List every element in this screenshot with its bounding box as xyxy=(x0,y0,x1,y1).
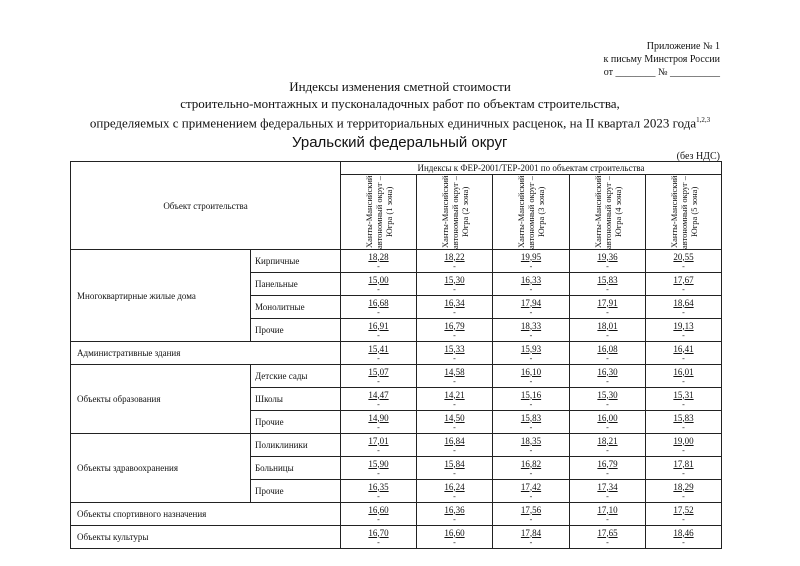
index-cell xyxy=(570,457,646,480)
table-row xyxy=(71,526,722,549)
index-value: 16,79 xyxy=(597,458,618,469)
index-value: 16,68 xyxy=(368,297,389,308)
dash-value: - xyxy=(606,422,609,432)
index-value: 16,35 xyxy=(368,481,389,492)
title-line: Индексы изменения сметной стоимости xyxy=(289,79,511,94)
dash-value: - xyxy=(453,307,456,317)
zone-header-label: Ханты-Мансийский автономный округ – Югра (1 зона) xyxy=(363,175,394,249)
table-row xyxy=(71,250,722,273)
dash-value: - xyxy=(606,284,609,294)
index-cell xyxy=(493,503,570,526)
dash-value: - xyxy=(606,491,609,501)
dash-value: - xyxy=(682,422,685,432)
group-label: Объекты спортивного назначения xyxy=(71,503,341,526)
index-cell xyxy=(417,503,493,526)
index-value: 15,83 xyxy=(520,412,542,423)
index-cell xyxy=(417,250,493,273)
document-title xyxy=(60,78,740,131)
index-cell xyxy=(493,296,570,319)
group-label: Административные здания xyxy=(71,342,341,365)
object-header: Объект строительства xyxy=(71,162,341,250)
index-cell xyxy=(570,273,646,296)
dash-value: - xyxy=(377,376,380,386)
dash-value: - xyxy=(529,399,533,409)
index-value: 15,07 xyxy=(368,366,389,377)
index-cell xyxy=(341,503,417,526)
index-value: 15,30 xyxy=(597,389,618,400)
dash-value: - xyxy=(453,330,456,340)
dash-value: - xyxy=(682,491,685,501)
index-value: 16,01 xyxy=(673,366,694,377)
dash-value: - xyxy=(453,422,456,432)
index-value: 18,21 xyxy=(597,435,618,446)
index-cell xyxy=(341,365,417,388)
index-cell xyxy=(417,457,493,480)
subcategory-label: Прочие xyxy=(251,411,341,434)
dash-value: - xyxy=(377,537,380,547)
index-cell xyxy=(570,319,646,342)
index-value: 17,84 xyxy=(520,527,542,538)
table-row xyxy=(71,503,722,526)
index-cell xyxy=(646,296,722,319)
index-cell xyxy=(570,480,646,503)
dash-value: - xyxy=(529,514,533,524)
group-label: Объекты образования xyxy=(71,365,251,434)
index-value: 14,47 xyxy=(368,389,389,400)
dash-value: - xyxy=(682,468,685,478)
index-value: 17,91 xyxy=(597,297,618,308)
index-cell xyxy=(341,434,417,457)
index-cell xyxy=(341,273,417,296)
dash-value: - xyxy=(377,330,380,340)
index-cell xyxy=(417,342,493,365)
zone-header xyxy=(341,175,417,250)
title-line: строительно-монтажных и пусконаладочных работ по объектам строительства, xyxy=(180,96,620,111)
index-value: 15,84 xyxy=(444,458,465,469)
zone-header xyxy=(570,175,646,250)
index-cell xyxy=(493,526,570,549)
index-value: 17,42 xyxy=(520,481,542,492)
index-value: 18,22 xyxy=(444,251,465,262)
dash-value: - xyxy=(606,307,609,317)
index-value: 15,31 xyxy=(673,389,694,400)
index-value: 16,36 xyxy=(444,504,465,515)
dash-value: - xyxy=(529,422,533,432)
dash-value: - xyxy=(529,307,533,317)
index-value: 17,52 xyxy=(673,504,694,515)
index-cell xyxy=(646,526,722,549)
dash-value: - xyxy=(529,491,533,501)
index-value: 15,90 xyxy=(368,458,389,469)
dash-value: - xyxy=(606,468,609,478)
index-value: 16,91 xyxy=(368,320,389,331)
title-line-text: определяемых с применением федеральных и территориальных единичных расценок, на II квартал 2023 года xyxy=(89,115,697,131)
index-value: 16,08 xyxy=(597,343,618,354)
dash-value: - xyxy=(377,284,380,294)
dash-value: - xyxy=(529,537,533,547)
dash-value: - xyxy=(453,445,456,455)
index-value: 14,58 xyxy=(444,366,465,377)
subcategory-label: Монолитные xyxy=(251,296,341,319)
dash-value: - xyxy=(453,284,456,294)
region-heading: Уральский федеральный округ xyxy=(292,134,508,151)
dash-value: - xyxy=(453,261,456,271)
index-cell xyxy=(341,526,417,549)
index-value: 16,79 xyxy=(444,320,465,331)
subcategory-label: Прочие xyxy=(251,480,341,503)
index-cell xyxy=(417,296,493,319)
dash-value: - xyxy=(453,353,456,363)
zone-header-label: Ханты-Мансийский автономный округ – Югра (2 зона) xyxy=(439,175,470,249)
dash-value: - xyxy=(377,514,380,524)
index-value: 16,60 xyxy=(444,527,465,538)
dash-value: - xyxy=(682,399,685,409)
index-value: 16,00 xyxy=(597,412,618,423)
index-cell xyxy=(417,434,493,457)
index-value: 17,10 xyxy=(597,504,618,515)
index-cell xyxy=(570,434,646,457)
dash-value: - xyxy=(453,468,456,478)
group-label: Объекты здравоохранения xyxy=(71,434,251,503)
index-value: 19,00 xyxy=(673,435,694,446)
index-cell xyxy=(417,273,493,296)
index-value: 15,00 xyxy=(368,274,389,285)
dash-value: - xyxy=(606,445,609,455)
dash-value: - xyxy=(529,468,533,478)
dash-value: - xyxy=(682,537,685,547)
index-value: 17,56 xyxy=(520,504,542,515)
index-cell xyxy=(417,411,493,434)
dash-value: - xyxy=(529,445,533,455)
index-cell xyxy=(493,457,570,480)
dash-value: - xyxy=(682,445,685,455)
dash-value: - xyxy=(377,307,380,317)
index-value: 15,30 xyxy=(444,274,465,285)
index-value: 15,33 xyxy=(444,343,465,354)
dash-value: - xyxy=(529,261,533,271)
zone-header xyxy=(646,175,722,250)
dash-value: - xyxy=(606,330,609,340)
footnote-ref: 1,2,3 xyxy=(696,116,711,124)
zone-header xyxy=(417,175,493,250)
index-cell xyxy=(646,503,722,526)
index-value: 18,33 xyxy=(520,320,542,331)
index-value: 16,34 xyxy=(444,297,465,308)
dash-value: - xyxy=(453,537,456,547)
title-line xyxy=(60,112,740,131)
dash-value: - xyxy=(453,399,456,409)
dash-value: - xyxy=(377,468,380,478)
dash-value: - xyxy=(377,261,380,271)
dash-value: - xyxy=(377,491,380,501)
index-cell xyxy=(646,434,722,457)
dash-value: - xyxy=(606,261,609,271)
index-cell xyxy=(493,250,570,273)
index-cell xyxy=(417,526,493,549)
index-cell xyxy=(570,250,646,273)
index-value: 15,93 xyxy=(520,343,542,354)
dash-value: - xyxy=(529,376,533,386)
index-cell xyxy=(341,319,417,342)
dash-value: - xyxy=(606,353,609,363)
dash-value: - xyxy=(377,353,380,363)
index-cell xyxy=(417,365,493,388)
group-label: Многоквартирные жилые дома xyxy=(71,250,251,342)
dash-value: - xyxy=(682,330,685,340)
index-value: 18,28 xyxy=(368,251,389,262)
index-cell xyxy=(493,365,570,388)
index-value: 19,36 xyxy=(597,251,618,262)
dash-value: - xyxy=(453,514,456,524)
subcategory-label: Больницы xyxy=(251,457,341,480)
index-cell xyxy=(570,365,646,388)
index-cell xyxy=(493,434,570,457)
subcategory-label: Прочие xyxy=(251,319,341,342)
appendix-line: Приложение № 1 xyxy=(646,41,720,52)
index-value: 16,60 xyxy=(368,504,389,515)
subcategory-label: Кирпичные xyxy=(251,250,341,273)
zone-header xyxy=(493,175,570,250)
index-cell xyxy=(341,250,417,273)
index-value: 15,83 xyxy=(673,412,694,423)
index-value: 17,94 xyxy=(520,297,542,308)
index-value: 17,81 xyxy=(673,458,694,469)
index-cell xyxy=(493,319,570,342)
vat-note: (без НДС) xyxy=(676,151,720,162)
index-cell xyxy=(646,411,722,434)
dash-value: - xyxy=(606,537,609,547)
index-value: 14,90 xyxy=(368,412,389,423)
dash-value: - xyxy=(606,514,609,524)
index-value: 18,46 xyxy=(673,527,694,538)
dash-value: - xyxy=(682,353,685,363)
index-header: Индексы к ФЕР-2001/ТЕР-2001 по объектам строительства xyxy=(341,162,722,175)
dash-value: - xyxy=(682,261,685,271)
zone-header-label: Ханты-Мансийский автономный округ – Югра (5 зона) xyxy=(668,175,699,249)
index-table xyxy=(70,161,722,549)
index-value: 16,84 xyxy=(444,435,465,446)
dash-value: - xyxy=(606,399,609,409)
index-value: 16,33 xyxy=(520,274,542,285)
index-cell xyxy=(417,480,493,503)
dash-value: - xyxy=(377,445,380,455)
index-value: 16,10 xyxy=(520,366,542,377)
index-cell xyxy=(646,250,722,273)
subcategory-label: Панельные xyxy=(251,273,341,296)
index-cell xyxy=(493,480,570,503)
appendix-line: от ________ № __________ xyxy=(603,67,720,78)
index-cell xyxy=(341,388,417,411)
index-cell xyxy=(570,296,646,319)
dash-value: - xyxy=(682,376,685,386)
table-row xyxy=(71,365,722,388)
index-value: 18,01 xyxy=(597,320,618,331)
index-cell xyxy=(493,411,570,434)
index-cell xyxy=(341,296,417,319)
subcategory-label: Детские сады xyxy=(251,365,341,388)
index-cell xyxy=(570,411,646,434)
index-cell xyxy=(646,273,722,296)
index-value: 15,41 xyxy=(368,343,389,354)
index-cell xyxy=(570,526,646,549)
dash-value: - xyxy=(529,284,533,294)
appendix-line: к письму Минстроя России xyxy=(603,54,720,65)
index-value: 16,41 xyxy=(673,343,694,354)
index-cell xyxy=(341,480,417,503)
index-value: 16,70 xyxy=(368,527,389,538)
index-value: 16,30 xyxy=(597,366,618,377)
index-value: 18,35 xyxy=(520,435,542,446)
index-value: 17,34 xyxy=(597,481,618,492)
dash-value: - xyxy=(682,284,685,294)
index-cell xyxy=(493,388,570,411)
index-cell xyxy=(341,342,417,365)
table-row xyxy=(71,342,722,365)
zone-header-label: Ханты-Мансийский автономный округ – Югра (4 зона) xyxy=(592,175,623,249)
index-value: 15,16 xyxy=(520,389,542,400)
dash-value: - xyxy=(453,376,456,386)
index-cell xyxy=(493,342,570,365)
index-value: 18,29 xyxy=(673,481,694,492)
index-value: 16,82 xyxy=(520,458,542,469)
group-label: Объекты культуры xyxy=(71,526,341,549)
index-value: 16,24 xyxy=(444,481,465,492)
index-cell xyxy=(646,480,722,503)
index-cell xyxy=(646,388,722,411)
index-cell xyxy=(570,503,646,526)
index-value: 19,95 xyxy=(520,251,542,262)
index-value: 19,13 xyxy=(673,320,694,331)
index-value: 20,55 xyxy=(673,251,694,262)
index-value: 17,67 xyxy=(673,274,694,285)
dash-value: - xyxy=(377,422,380,432)
dash-value: - xyxy=(529,330,533,340)
dash-value: - xyxy=(529,353,533,363)
index-value: 14,21 xyxy=(444,389,465,400)
table-row xyxy=(71,434,722,457)
index-cell xyxy=(646,457,722,480)
index-cell xyxy=(341,411,417,434)
index-value: 14,50 xyxy=(444,412,465,423)
index-cell xyxy=(570,342,646,365)
index-cell xyxy=(493,273,570,296)
index-cell xyxy=(646,319,722,342)
zone-header-label: Ханты-Мансийский автономный округ – Югра (3 зона) xyxy=(516,175,546,249)
index-cell xyxy=(570,388,646,411)
index-cell xyxy=(417,388,493,411)
index-value: 18,64 xyxy=(673,297,694,308)
index-value: 17,01 xyxy=(368,435,389,446)
dash-value: - xyxy=(453,491,456,501)
dash-value: - xyxy=(682,307,685,317)
dash-value: - xyxy=(682,514,685,524)
index-value: 17,65 xyxy=(597,527,618,538)
subcategory-label: Поликлиники xyxy=(251,434,341,457)
dash-value: - xyxy=(377,399,380,409)
index-cell xyxy=(417,319,493,342)
dash-value: - xyxy=(606,376,609,386)
index-value: 15,83 xyxy=(597,274,618,285)
subcategory-label: Школы xyxy=(251,388,341,411)
index-cell xyxy=(341,457,417,480)
index-cell xyxy=(646,342,722,365)
index-cell xyxy=(646,365,722,388)
appendix-block xyxy=(604,40,720,79)
